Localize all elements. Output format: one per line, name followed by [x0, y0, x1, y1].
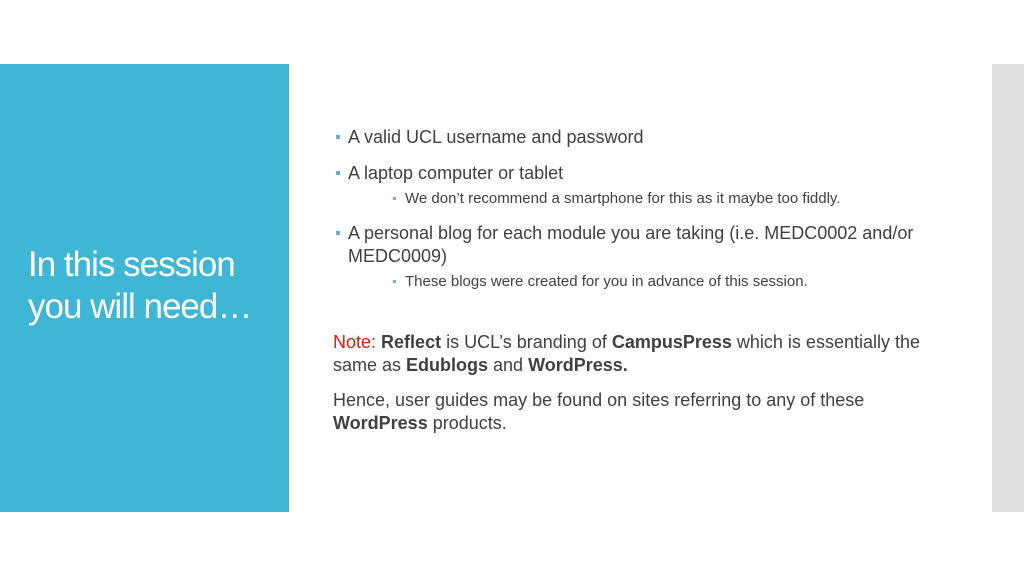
campuspress-term: CampusPress: [611, 332, 732, 352]
note-text: and: [488, 355, 529, 375]
slide-title: In this session you will need…: [28, 245, 252, 326]
hence-paragraph: [333, 389, 953, 435]
sub-bullet-item: These blogs were created for you in advance of this session.: [348, 271, 953, 292]
note-text: which is essentially the same as: [333, 332, 920, 375]
edublogs-term: Edublogs: [406, 355, 489, 375]
bullet-list: [333, 126, 953, 292]
wordpress-term: WordPress.: [528, 355, 628, 375]
bullet-item: [333, 126, 953, 149]
slide-content: [333, 126, 953, 435]
sub-bullet-list: [348, 188, 953, 209]
wordpress-term: WordPress: [333, 413, 428, 433]
note-label: Note:: [333, 332, 377, 352]
sub-bullet-item: We don’t recommend a smartphone for this as it maybe too fiddly.: [348, 188, 953, 209]
bullet-text: A personal blog for each module you are taking (i.e. MEDC0002 and/or MEDC0009): [348, 223, 914, 266]
hence-text: products.: [427, 413, 507, 433]
bullet-item: [333, 222, 953, 292]
side-scroll-strip: [992, 64, 1024, 512]
hence-text: Hence, user guides may be found on sites referring to any of these: [333, 390, 865, 410]
reflect-term: Reflect: [381, 332, 442, 352]
bullet-text: A laptop computer or tablet: [348, 163, 564, 183]
note-paragraph: [333, 331, 953, 377]
note-text: is UCL’s branding of: [441, 332, 612, 352]
bullet-text: A valid UCL username and password: [348, 127, 644, 147]
bullet-item: [333, 162, 953, 209]
sub-bullet-list: [348, 271, 953, 292]
